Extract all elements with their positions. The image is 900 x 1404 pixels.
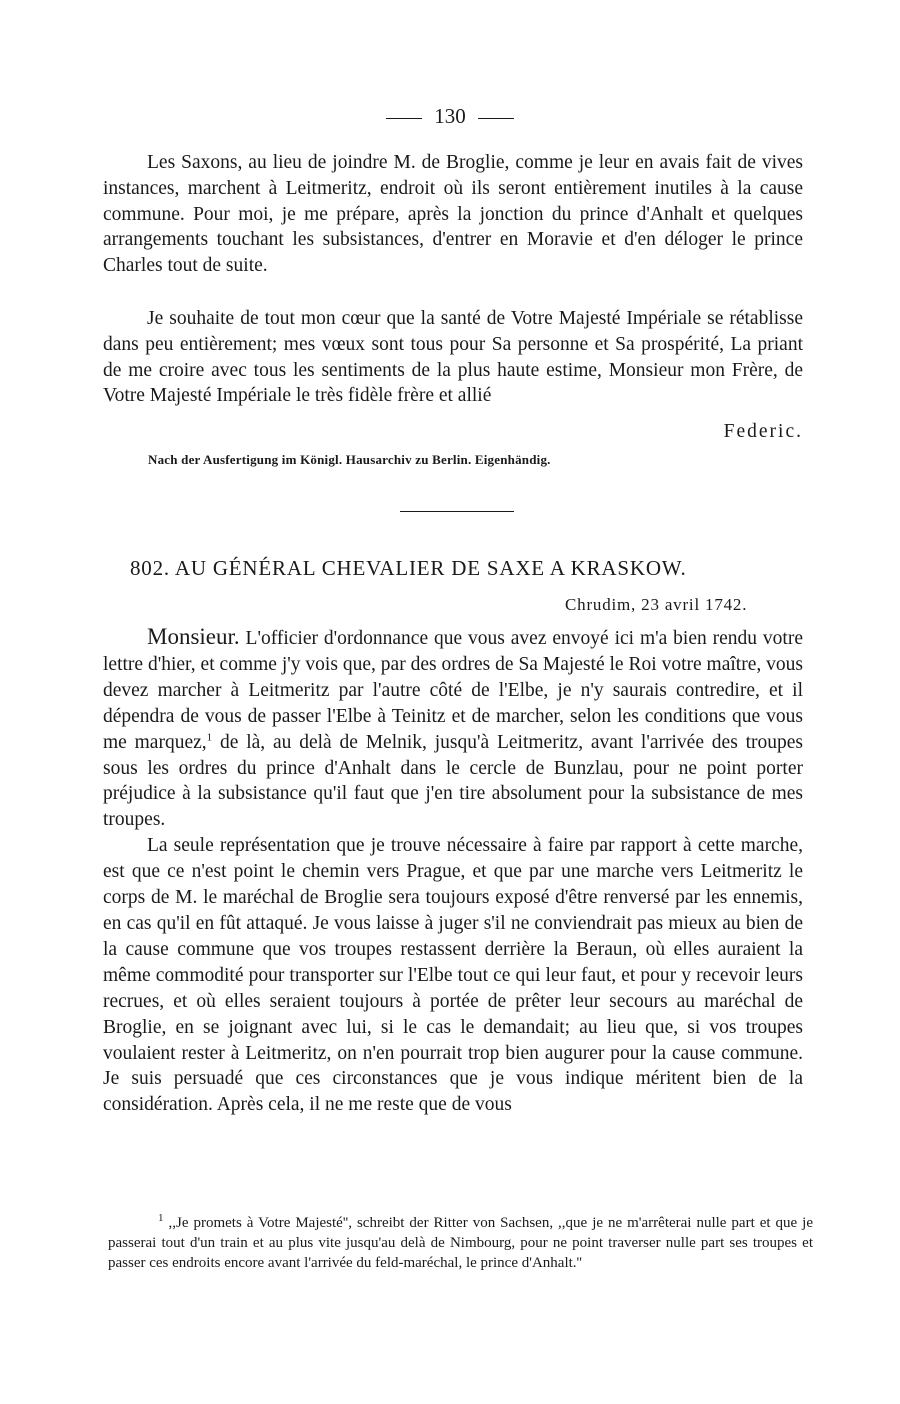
page-number-left-rule (386, 118, 422, 119)
letter-paragraph-2: La seule représentation que je trouve nécessaire à faire par rapport à cette marche, est que ce n'est point le chemin vers Prague, et que par une marche vers Leitmeritz le corps de M. le maréchal de Broglie sera toujours exposé d'être renversé par les ennemis, en cas qu'il en fût attaqué. Je vous laisse à juger s'il ne conviendrait pas mieux au bien de la cause commune que vos troupes restassent derrière la Beraun, où elles auraient la même commodité pour transporter sur l'Elbe tout ce qui leur faut, et pour y recevoir leurs recrues, et où elles seraient toujours à portée de prêter leur secours au maréchal de Broglie, en se joignant avec lui, si le cas le demandait; au lieu que, si vos troupes voulaient rester à Leitmeritz, on n'en pourrait trop bien augurer pour la cause commune. Je suis persuadé que ces circonstances que je vous indique méritent bien de la considération. Après cela, il ne me reste que de vous (103, 835, 803, 1116)
paragraph-text: Les Saxons, au lieu de joindre M. de Broglie, comme je leur en avais fait de vives instances, marchent à Leitmeritz, endroit où ils seront entièrement inutiles à la cause commune. Pour moi, je me prépare, après la jonction du prince d'Anhalt et quelques arrangements touchant les subsistances, d'entrer en Moravie et d'en déloger le prince Charles tout de suite. (103, 152, 803, 277)
paragraph-text: Je souhaite de tout mon cœur que la santé de Votre Majesté Impériale se rétablisse dans peu entièrement; mes vœux sont tous pour Sa personne et Sa prospérité, La priant de me croire avec tous les sentiments de la plus haute estime, Monsieur mon Frère, de Votre Majesté Impériale le très fidèle frère et allié (103, 308, 803, 407)
letter-date: 23 avril 1742. (641, 595, 748, 614)
page-number (0, 104, 900, 129)
footnote (108, 1213, 813, 1273)
footnote-text: ,,Je promets à Votre Majesté'', schreibt der Ritter von Sachsen, ,,que je ne m'arrêterai nulle part et que je passerai tout d'un train et au plus vite jusqu'au delà de Nimbourg, pour ne point traverser nulle part ses troupes et passer ces endroits encore avant l'arrivée du feld-maréchal, le prince d'Anhalt.'' (108, 1215, 813, 1271)
letter-place: Chrudim, (565, 595, 637, 614)
footnote-number: 1 (158, 1212, 164, 1224)
signature: Federic. (723, 421, 803, 443)
paragraph-text-part-2: de là, au delà de Melnik, jusqu'à Leitmeritz, avant l'arrivée des troupes sous les ordres du prince d'Anhalt dans le cercle de Bunzlau, pour ne point porter préjudice à la subsistance qu'il faut que j'en tire absolument pour la subsistance de mes troupes. (103, 731, 804, 831)
letter-heading (130, 556, 687, 581)
footnote-marker: 1 (206, 731, 213, 744)
letter-paragraph-1 (103, 624, 803, 833)
page-number-text: 130 (434, 104, 466, 128)
letter-title: AU GÉNÉRAL CHEVALIER DE SAXE A KRASKOW. (174, 556, 687, 580)
place-date (565, 595, 747, 615)
salutation: Monsieur. (147, 624, 240, 649)
letter-body (103, 624, 803, 1118)
page-number-right-rule (478, 118, 514, 119)
letter-number: 802. (130, 556, 170, 580)
signature-line (103, 409, 803, 445)
previous-letter-paragraph-1 (103, 150, 803, 279)
section-divider (400, 511, 514, 512)
paragraph-text-part-1: L'officier d'ordonnance que vous avez envoyé ici m'a bien rendu votre lettre d'hier, et comme j'y vois que, par des ordres de Sa Majesté le Roi votre maître, vous devez marcher à Leitmeritz par l'autre côté de l'Elbe, je n'y saurais contredire, et il dépendra de vous de passer l'Elbe à Teinitz et de marcher, selon les conditions que vous me marquez, (103, 628, 803, 753)
source-note: Nach der Ausfertigung im Königl. Hausarchiv zu Berlin. Eigenhändig. (148, 452, 551, 467)
previous-letter-paragraph-2 (103, 306, 803, 445)
